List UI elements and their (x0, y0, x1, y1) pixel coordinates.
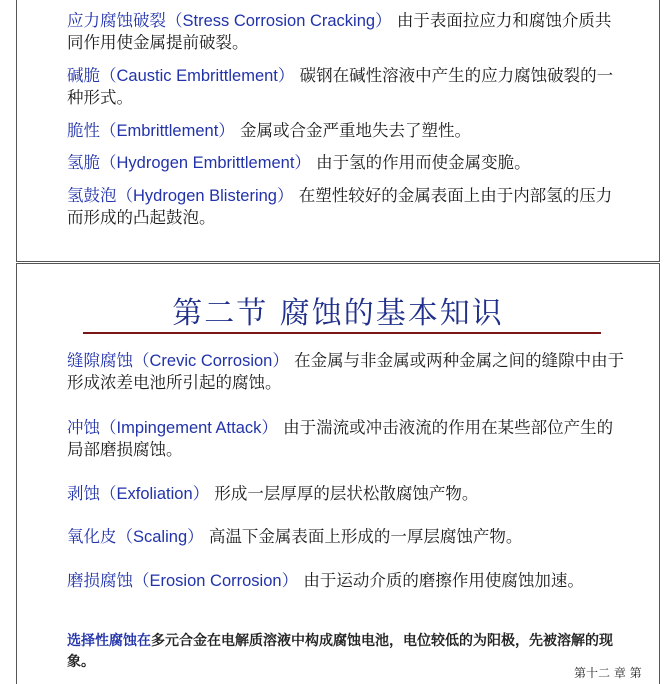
term-paragraph (67, 483, 627, 505)
term-paragraph (67, 526, 627, 548)
term-label: 冲蚀（Impingement Attack） (67, 418, 278, 437)
term-label: 氢鼓泡（Hydrogen Blistering） (67, 186, 294, 205)
term-paragraph (67, 570, 627, 592)
term-paragraph (67, 10, 627, 54)
term-definition: 形成一层厚厚的层状松散腐蚀产物。 (214, 484, 479, 503)
term-definition: 金属或合金严重地失去了塑性。 (240, 121, 472, 140)
term-connector: 在 (137, 633, 151, 649)
slide-top (16, 0, 660, 262)
term-definition: 由于湍流或冲击液流的作用在某些部位产生的局部磨损腐蚀。 (67, 418, 614, 459)
selective-corrosion-note (67, 631, 627, 673)
term-label: 氧化皮（Scaling） (67, 527, 204, 546)
slide-bottom (16, 263, 660, 684)
term-paragraph (67, 350, 627, 394)
term-label: 氢脆（Hydrogen Embrittlement） (67, 153, 311, 172)
term-label: 磨损腐蚀（Erosion Corrosion） (67, 571, 299, 590)
term-paragraph (67, 185, 627, 229)
term-definition: 多元合金在电解质溶液中构成腐蚀电池，电位较低的为阳极，先被溶解的现象。 (67, 633, 613, 670)
term-label: 脆性（Embrittlement） (67, 121, 235, 140)
term-label: 碱脆（Caustic Embrittlement） (67, 66, 295, 85)
term-definition: 由于氢的作用而使金属变脆。 (316, 153, 531, 172)
title-divider (83, 332, 601, 334)
term-label: 选择性腐蚀 (67, 633, 137, 649)
term-paragraph (67, 65, 627, 109)
term-definition: 由于运动介质的磨擦作用使腐蚀加速。 (303, 571, 584, 590)
term-label: 剥蚀（Exfoliation） (67, 484, 210, 503)
term-paragraph (67, 120, 627, 142)
term-definition: 在金属与非金属或两种金属之间的缝隙中由于形成浓差电池所引起的腐蚀。 (67, 351, 625, 392)
term-definition: 碳钢在碱性溶液中产生的应力腐蚀破裂的一种形式。 (67, 66, 614, 107)
term-paragraph (67, 417, 627, 461)
term-definition: 在塑性较好的金属表面上由于内部氢的压力而形成的凸起鼓泡。 (67, 186, 613, 227)
term-definition: 高温下金属表面上形成的一厚层腐蚀产物。 (208, 527, 523, 546)
page-footer: 第十二 章 第 (574, 666, 642, 680)
term-label: 应力腐蚀破裂（Stress Corrosion Cracking） (67, 11, 392, 30)
term-label: 缝隙腐蚀（Crevic Corrosion） (67, 351, 289, 370)
section-title: 第二节 腐蚀的基本知识 (172, 296, 504, 331)
term-definition: 由于表面拉应力和腐蚀介质共同作用使金属提前破裂。 (67, 11, 612, 52)
term-paragraph (67, 152, 627, 174)
